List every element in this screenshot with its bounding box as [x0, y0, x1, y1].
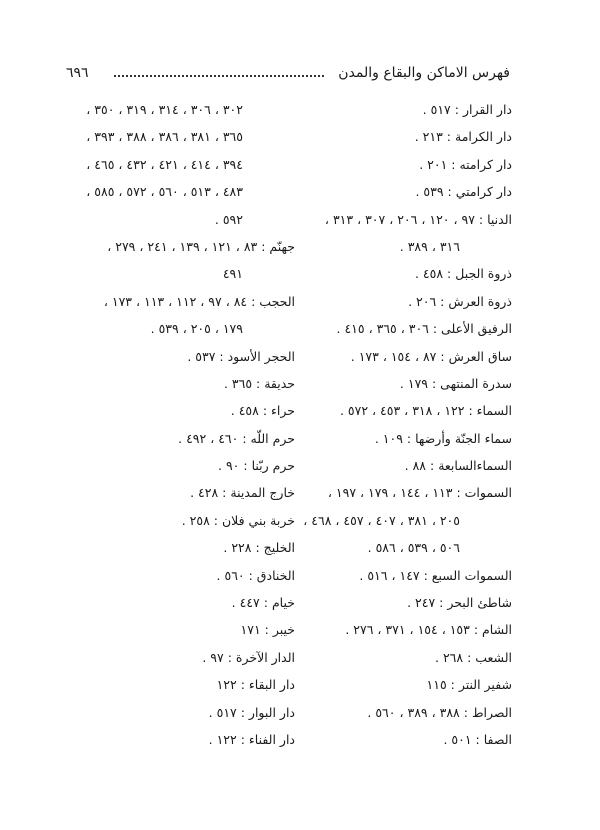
index-entry: الحجب : ٨٤ ، ٩٧ ، ١١٢ ، ١١٣ ، ١٧٣ ،: [103, 293, 295, 309]
index-entry: الشام : ١٥٣ ، ١٥٤ ، ٣٧١ ، ٢٧٦ .: [345, 622, 512, 638]
index-entry-continuation: ٣١٦ ، ٣٨٩ .: [399, 238, 460, 254]
index-entry: خيبر : ١٧١: [240, 622, 295, 638]
index-entry: شاطئ البحر : ٢٤٧ .: [407, 595, 512, 611]
running-title: فهرس الاماكن والبقاع والمدن: [338, 65, 510, 81]
index-entry: سماء الجنّة وأرضها : ١٠٩ .: [374, 430, 512, 446]
index-entry: جهنّم : ٨٣ ، ١٢١ ، ١٣٩ ، ٢٤١ ، ٢٧٩ ،: [107, 238, 295, 254]
index-entry: الصفا : ٥٠١ .: [443, 731, 512, 747]
index-entry-continuation: ٣٩٤ ، ٤١٤ ، ٤٢١ ، ٤٣٢ ، ٤٦٥ ،: [86, 156, 243, 172]
index-entry: حراء : ٤٥٨ .: [230, 403, 295, 419]
index-entry: دار البوار : ٥١٧ .: [208, 704, 295, 720]
index-entry-continuation: ٤٨٣ ، ٥١٣ ، ٥٦٠ ، ٥٧٢ ، ٥٨٥ ،: [86, 184, 243, 200]
index-entry: السماء : ١٢٢ ، ٣١٨ ، ٤٥٣ ، ٥٧٢ .: [339, 403, 512, 419]
index-entry: الشعب : ٢٦٨ .: [434, 649, 512, 665]
index-entry: ذروة العرش : ٢٠٦ .: [408, 293, 512, 309]
index-entry: الدنيا : ٩٧ ، ١٢٠ ، ٢٠٦ ، ٣٠٧ ، ٣١٣ ،: [324, 211, 512, 227]
index-entry: حرم ربّنا : ٩٠ .: [218, 458, 295, 474]
index-entry: دار كرامته : ٢٠١ .: [419, 156, 512, 172]
index-entry: الخليج : ٢٢٨ .: [223, 540, 295, 556]
index-entry: خربة بني فلان : ٢٥٨ .: [181, 512, 295, 528]
header-dotted-rule: [114, 75, 324, 77]
index-entry-continuation: ٢٠٥ ، ٣٨١ ، ٤٠٧ ، ٤٥٧ ، ٤٦٨ ،: [303, 512, 460, 528]
index-entry: السموات السبع : ١٤٧ ، ٥١٦ .: [359, 567, 512, 583]
index-entry: دار البقاء : ١٢٢: [216, 677, 295, 693]
index-entry-continuation: ٣٦٥ ، ٣٨١ ، ٣٨٦ ، ٣٨٨ ، ٣٩٣ ،: [86, 129, 243, 145]
index-entry-continuation: ٣٠٢ ، ٣٠٦ ، ٣١٤ ، ٣١٩ ، ٣٥٠ ،: [86, 102, 243, 117]
index-entry: الدار الآخرة : ٩٧ .: [202, 649, 295, 665]
index-column-left: [80, 96, 295, 753]
index-entry: ذروة الجبل : ٤٥٨ .: [414, 266, 512, 282]
index-entry: ساق العرش : ٨٧ ، ١٥٤ ، ١٧٣ .: [350, 348, 512, 364]
index-column-right: [297, 96, 512, 753]
index-entry: خيام : ٤٤٧ .: [231, 595, 295, 611]
index-entry: سدرة المنتهى : ١٧٩ .: [399, 375, 512, 391]
index-entry: دار كرامتي : ٥٣٩ .: [415, 184, 512, 200]
index-entry: حديقة : ٣٦٥ .: [223, 375, 295, 391]
index-entry: السماءالسابعة : ٨٨ .: [404, 458, 512, 474]
index-entry-continuation: ١٧٩ ، ٢٠٥ ، ٥٣٩ .: [150, 321, 243, 337]
index-entry: الرفيق الأعلى : ٣٠٦ ، ٣٦٥ ، ٤١٥ .: [336, 321, 512, 337]
index-entry: السموات : ١١٣ ، ١٤٤ ، ١٧٩ ، ١٩٧ ،: [327, 485, 512, 501]
index-entry: حرم اللّه : ٤٦٠ ، ٤٩٢ .: [178, 430, 295, 446]
page-number: ٦٩٦: [66, 65, 89, 81]
index-entry: الحجر الأسود : ٥٣٧ .: [187, 348, 295, 364]
index-entry: دار القرار : ٥١٧ .: [422, 102, 512, 117]
index-entry-continuation: ٥٩٢ .: [214, 211, 243, 227]
page-header: [66, 62, 510, 84]
index-entry-continuation: ٤٩١: [222, 266, 243, 282]
index-entry-continuation: ٥٠٦ ، ٥٣٩ ، ٥٨٦ .: [367, 540, 460, 556]
index-entry: دار الكرامة : ٢١٣ .: [414, 129, 512, 145]
index-entry: خارج المدينة : ٤٢٨ .: [190, 485, 295, 501]
index-entry: الصراط : ٣٨٨ ، ٣٨٩ ، ٥٦٠ .: [367, 704, 512, 720]
index-entry: دار الفناء : ١٢٢ .: [208, 731, 295, 747]
index-entry: الخنادق : ٥٦٠ .: [216, 567, 295, 583]
index-entry: شفير النتر : ١١٥: [426, 677, 512, 693]
